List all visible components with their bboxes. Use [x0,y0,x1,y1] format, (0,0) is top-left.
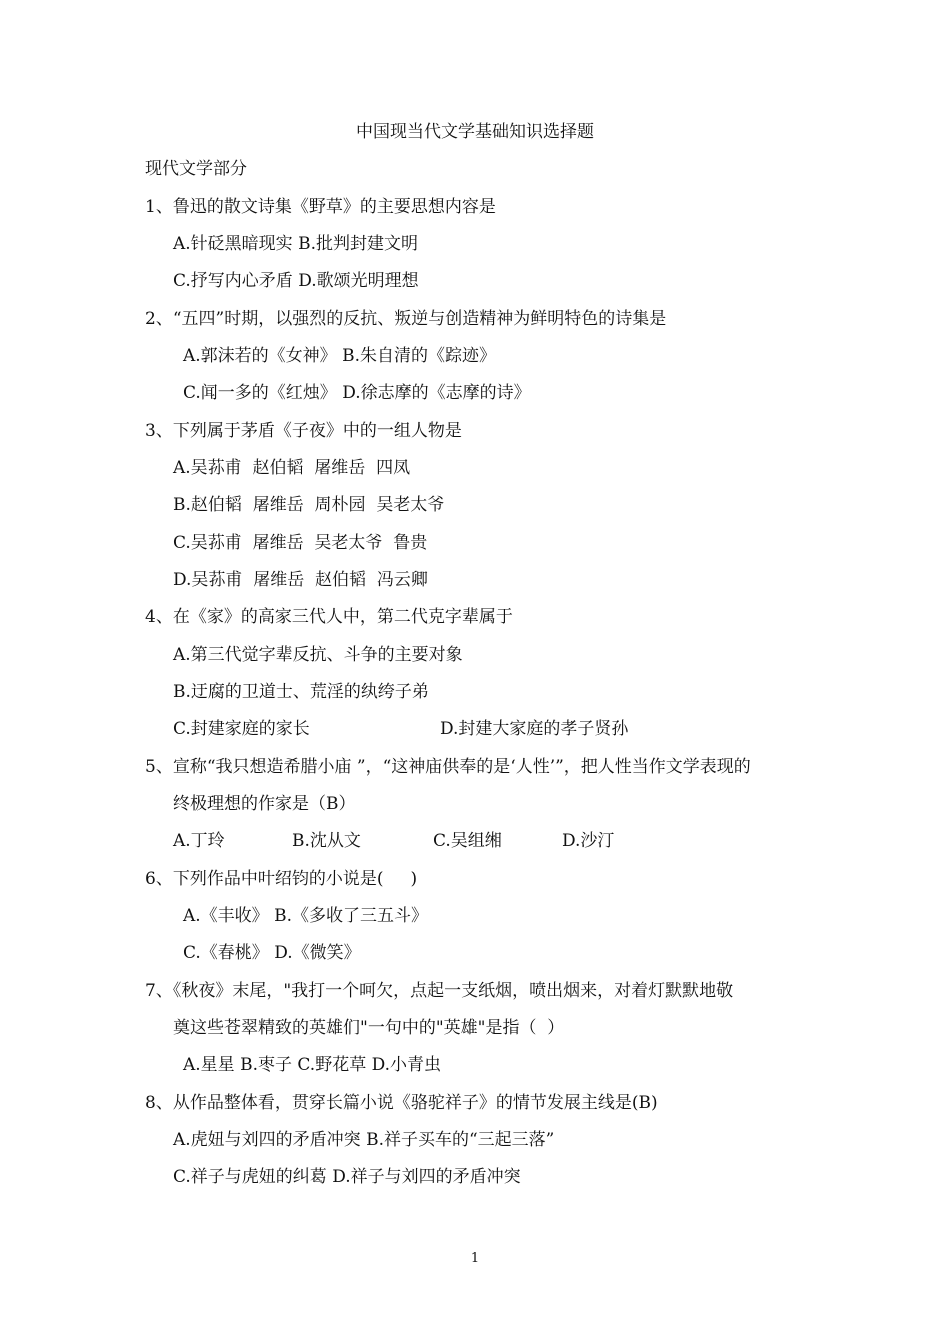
question-options: C.吴荪甫 屠维岳 吴老太爷 鲁贵 [173,533,428,553]
option-a: A.丁玲 [173,831,225,851]
question-options: D.吴荪甫 屠维岳 赵伯韬 冯云卿 [173,570,428,590]
document-title: 中国现当代文学基础知识选择题 [356,122,594,142]
question-stem: 8、从作品整体看，贯穿长篇小说《骆驼祥子》的情节发展主线是(B) [145,1093,658,1113]
question-options: B.赵伯韬 屠维岳 周朴园 吴老太爷 [173,495,445,515]
question-options: A.虎妞与刘四的矛盾冲突 B.祥子买车的“三起三落” [173,1130,555,1150]
question-options: A.郭沫若的《女神》 B.朱自清的《踪迹》 [183,346,496,366]
question-stem-continued: 终极理想的作家是（B） [173,794,356,814]
option-c: C.吴组缃 [433,831,502,851]
question-stem: 3、下列属于茅盾《子夜》中的一组人物是 [145,421,462,441]
question-options: A.针砭黑暗现实 B.批判封建文明 [173,234,418,254]
question-stem: 5、宣称“我只想造希腊小庙 ”，“这神庙供奉的是‘人性’”，把人性当作文学表现的 [145,757,751,777]
option-d: D.封建大家庭的孝子贤孙 [440,719,629,739]
option-b: B.沈从文 [292,831,361,851]
question-stem-continued: 奠这些苍翠精致的英雄们"一句中的"英雄"是指（ ） [173,1018,565,1038]
question-options: C.闻一多的《红烛》 D.徐志摩的《志摩的诗》 [183,383,531,403]
question-options: A.第三代觉字辈反抗、斗争的主要对象 [173,645,463,665]
question-stem: 6、下列作品中叶绍钧的小说是( ) [145,869,418,889]
section-heading: 现代文学部分 [145,159,247,179]
option-c: C.封建家庭的家长 [173,719,310,739]
question-options: A.《丰收》 B.《多收了三五斗》 [183,906,428,926]
option-d: D.沙汀 [562,831,615,851]
question-stem: 7、《秋夜》末尾，"我打一个呵欠，点起一支纸烟，喷出烟来，对着灯默默地敬 [145,981,734,1001]
question-stem: 2、“五四”时期，以强烈的反抗、叛逆与创造精神为鲜明特色的诗集是 [145,309,667,329]
question-stem: 1、鲁迅的散文诗集《野草》的主要思想内容是 [145,197,496,217]
page-number: 1 [470,1251,480,1266]
question-options: B.迂腐的卫道士、荒淫的纨绔子弟 [173,682,429,702]
question-options: A.吴荪甫 赵伯韬 屠维岳 四凤 [173,458,411,478]
question-options: C.祥子与虎妞的纠葛 D.祥子与刘四的矛盾冲突 [173,1167,521,1187]
question-stem: 4、在《家》的高家三代人中，第二代克字辈属于 [145,607,513,627]
question-options: A.星星 B.枣子 C.野花草 D.小青虫 [183,1055,442,1075]
question-options: C.抒写内心矛盾 D.歌颂光明理想 [173,271,419,291]
question-options: C.《春桃》 D.《微笑》 [183,943,361,963]
